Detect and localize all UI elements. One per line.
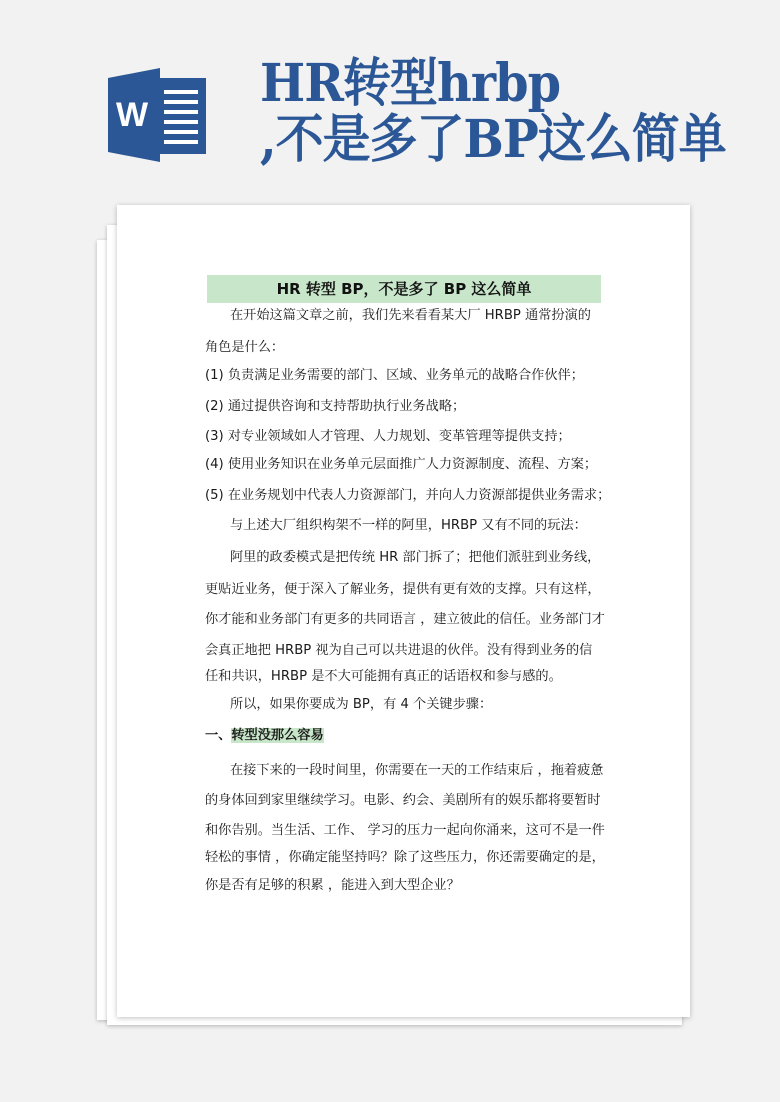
paragraph-line: 和你告别。当生活、工作、 学习的压力一起向你涌来，这可不是一件 (205, 823, 605, 838)
headline (260, 53, 766, 170)
paragraph-line: 会真正地把 HRBP 视为自己可以共进退的伙伴。没有得到业务的信 (205, 643, 593, 658)
section-heading (205, 727, 324, 745)
document-title: HR 转型 BP，不是多了 BP 这么简单 (207, 275, 601, 303)
paragraph-line: 任和共识，HRBP 是不大可能拥有真正的话语权和参与感的。 (205, 669, 562, 684)
paragraph-line: 角色是什么： (205, 340, 285, 355)
list-item: (5) 在业务规划中代表人力资源部门，并向人力资源部提供业务需求； (205, 488, 611, 503)
section-title: 转型没那么容易 (231, 728, 324, 743)
word-icon (108, 68, 208, 162)
paragraph-line: 轻松的事情 ，你确定能坚持吗？除了这些压力，你还需要确定的是， (205, 850, 605, 865)
list-item: (1) 负责满足业务需要的部门、区域、业务单元的战略合作伙伴； (205, 368, 584, 383)
svg-text:W: W (115, 96, 149, 134)
paragraph-line: 在接下来的一段时间里，你需要在一天的工作结束后 ，拖着疲惫 (230, 763, 604, 778)
paragraph-line: 你才能和业务部门有更多的共同语言 ，建立彼此的信任。业务部门才 (205, 612, 605, 627)
paragraph-line: 更贴近业务，便于深入了解业务，提供有更有效的支撑。只有这样， (205, 582, 601, 597)
headline-line-2: ,不是多了BP这么简单 (260, 109, 726, 170)
headline-line-1: HR转型hrbp (260, 53, 561, 114)
paragraph-line: 在开始这篇文章之前，我们先来看看某大厂 HRBP 通常扮演的 (230, 308, 591, 323)
list-item: (3) 对专业领域如人才管理、人力规划、变革管理等提供支持； (205, 429, 571, 444)
paragraph-line: 所以，如果你要成为 BP，有 4 个关键步骤： (230, 697, 493, 712)
document-page (117, 205, 690, 1017)
paragraph-line: 的身体回到家里继续学习。电影、约会、美剧所有的娱乐都将要暂时 (205, 793, 601, 808)
section-number: 一、 (205, 728, 232, 743)
list-item: (4) 使用业务知识在业务单元层面推广人力资源制度、流程、方案； (205, 457, 598, 472)
list-item: (2) 通过提供咨询和支持帮助执行业务战略； (205, 399, 466, 414)
paragraph-line: 你是否有足够的积累 ，能进入到大型企业？ (205, 878, 460, 893)
paragraph-line: 与上述大厂组织构架不一样的阿里，HRBP 又有不同的玩法： (230, 518, 587, 533)
paragraph-line: 阿里的政委模式是把传统 HR 部门拆了；把他们派驻到业务线， (230, 550, 601, 565)
